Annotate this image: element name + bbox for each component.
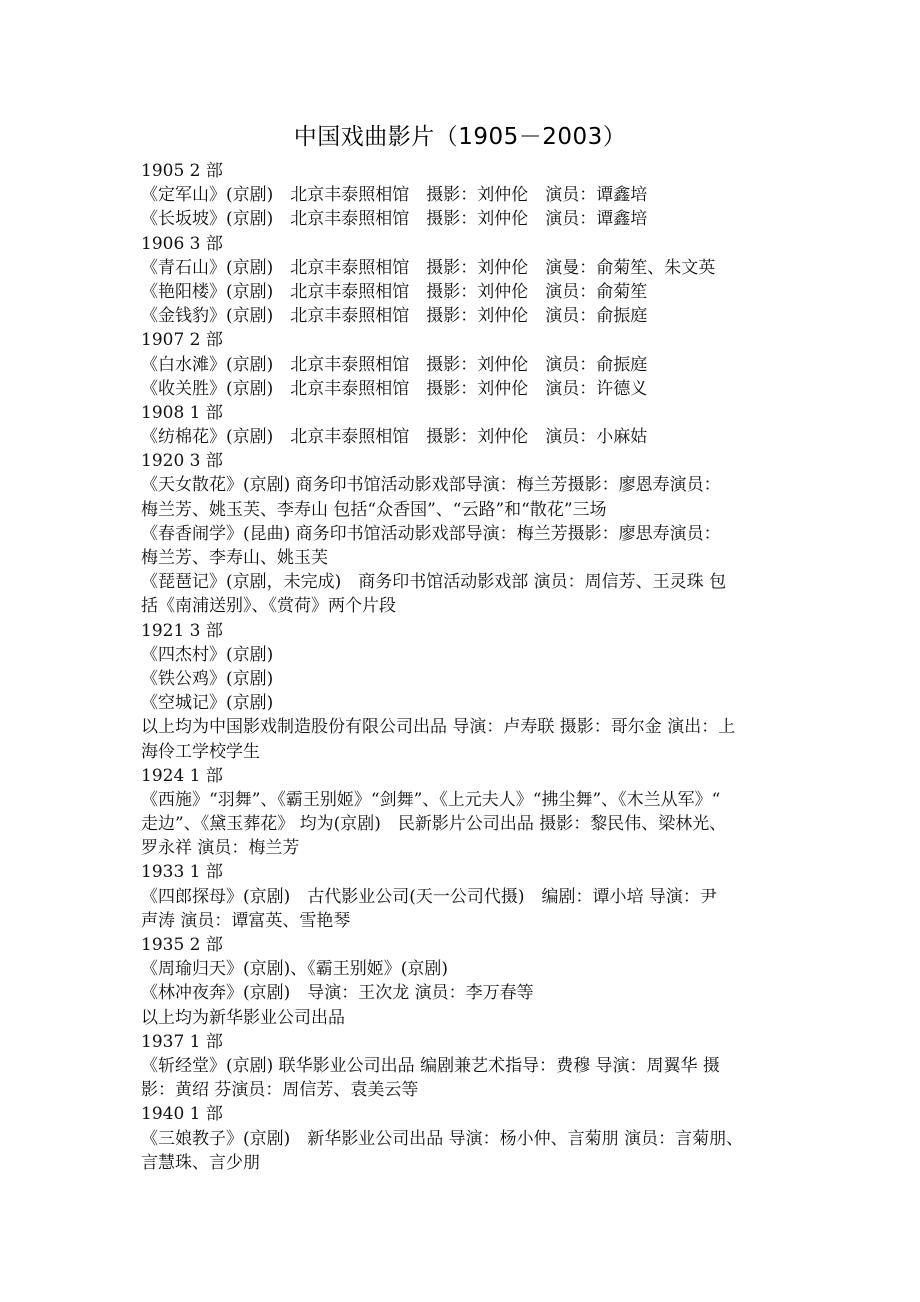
text-line: 《艳阳楼》(京剧) 北京丰泰照相馆 摄影：刘仲伦 演员：俞菊笙: [141, 281, 648, 302]
text-line: 《三娘教子》(京剧) 新华影业公司出品 导演：杨小仲、言菊朋 演员：言菊朋、: [141, 1128, 744, 1149]
text-line: 海伶工学校学生: [141, 741, 260, 762]
text-line: 《铁公鸡》(京剧): [141, 668, 274, 689]
text-line: 《周瑜归天》(京剧)、《霸王别姬》(京剧): [141, 959, 449, 980]
year-heading: 1940 1 部: [141, 1104, 223, 1125]
text-line: 《青石山》(京剧) 北京丰泰照相馆 摄影：刘仲伦 演曼：俞菊笙、朱文英: [141, 257, 716, 278]
text-line: 《纺棉花》(京剧) 北京丰泰照相馆 摄影：刘仲伦 演员：小麻姑: [141, 427, 648, 448]
text-line: 梅兰芳、姚玉芙、李寿山 包括“众香国”、“云路”和“散花”三场: [141, 499, 607, 520]
text-line: 言慧珠、言少朋: [141, 1152, 260, 1173]
year-heading: 1937 1 部: [141, 1031, 223, 1052]
document-body: [141, 159, 801, 1175]
text-line: 《四杰村》(京剧): [141, 644, 274, 665]
text-line: 声涛 演员：谭富英、雪艳琴: [141, 910, 351, 931]
text-line: 《四郎探母》(京剧) 古代影业公司(天一公司代摄) 编剧：谭小培 导演：尹: [141, 886, 717, 907]
year-heading: 1906 3 部: [141, 233, 223, 254]
text-line: 《收关胜》(京剧) 北京丰泰照相馆 摄影：刘仲伦 演员：许德义: [141, 378, 648, 399]
text-line: 梅兰芳、李寿山、姚玉芙: [141, 548, 328, 568]
year-heading: 1933 1 部: [141, 862, 223, 883]
text-line: 《西施》“羽舞”、《霸王别姬》“剑舞”、《上元夫人》“拂尘舞”、《木兰从军》“: [141, 789, 721, 810]
year-heading: 1905 2 部: [141, 161, 223, 181]
document-title: 中国戏曲影片（1905－2003）: [293, 124, 627, 150]
year-heading: 1907 2 部: [141, 330, 223, 351]
text-line: 《定军山》(京剧) 北京丰泰照相馆 摄影：刘仲伦 演员：谭鑫培: [141, 185, 648, 206]
text-line: 以上均为中国影戏制造股份有限公司出品 导演：卢寿联 摄影：哥尔金 演出：上: [141, 717, 736, 738]
year-heading: 1921 3 部: [141, 620, 223, 641]
text-line: 《林冲夜奔》(京剧) 导演：王次龙 演员：李万春等: [141, 983, 534, 1004]
text-line: 《白水滩》(京剧) 北京丰泰照相馆 摄影：刘仲伦 演员：俞振庭: [141, 354, 648, 375]
text-line: 《春香闹学》(昆曲) 商务印书馆活动影戏部导演：梅兰芳摄影：廖思寿演员：: [141, 523, 721, 544]
text-line: 罗永祥 演员：梅兰芳: [141, 838, 300, 859]
text-line: 《斩经堂》(京剧) 联华影业公司出品 编剧兼艺术指导：费穆 导演：周翼华 摄: [141, 1055, 720, 1076]
text-line: 括《南浦送别》、《赏荷》两个片段: [141, 596, 396, 617]
year-heading: 1908 1 部: [141, 402, 223, 423]
text-line: 《长坂坡》(京剧) 北京丰泰照相馆 摄影：刘仲伦 演员：谭鑫培: [141, 209, 648, 230]
year-heading: 1924 1 部: [141, 765, 223, 786]
year-heading: 1935 2 部: [141, 935, 223, 955]
text-line: 《金钱豹》(京剧) 北京丰泰照相馆 摄影：刘仲伦 演员：俞振庭: [141, 306, 648, 327]
text-line: 《琵琶记》(京剧，未完成) 商务印书馆活动影戏部 演员：周信芳、王灵珠 包: [141, 572, 727, 593]
year-heading: 1920 3 部: [141, 451, 223, 472]
text-line: 走边”、《黛玉葬花》 均为(京剧) 民新影片公司出品 摄影：黎民伟、梁林光、: [141, 814, 727, 835]
text-line: 《天女散花》(京剧) 商务印书馆活动影戏部导演：梅兰芳摄影：廖恩寿演员：: [141, 475, 721, 496]
text-line: 以上均为新华影业公司出品: [141, 1007, 345, 1028]
text-line: 《空城记》(京剧): [141, 693, 274, 714]
text-line: 影：黄绍 芬演员：周信芳、袁美云等: [141, 1080, 419, 1101]
